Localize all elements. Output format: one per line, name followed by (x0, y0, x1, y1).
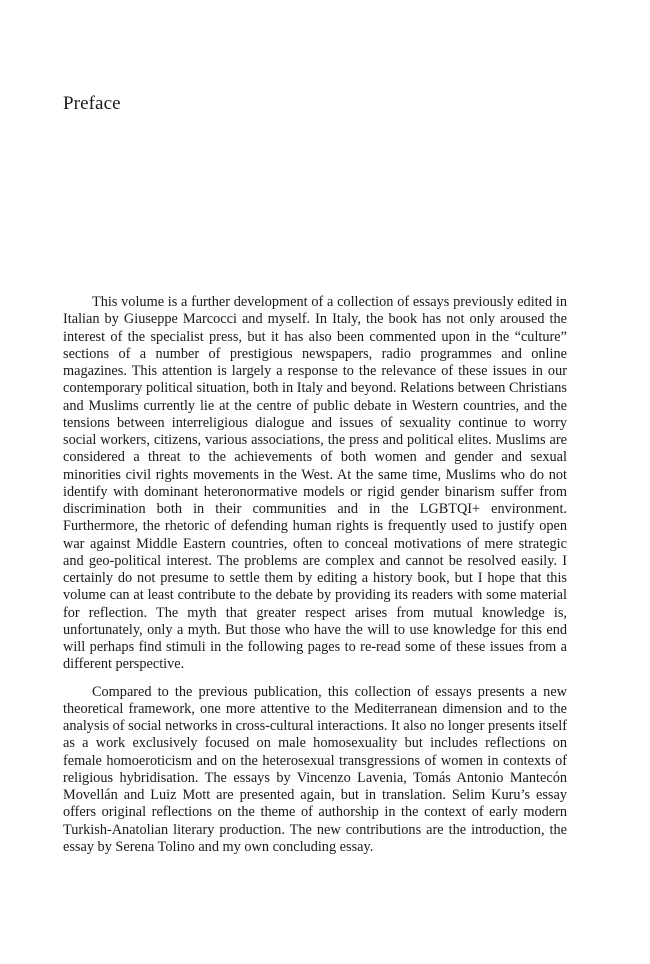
page-title: Preface (63, 93, 121, 114)
paragraph-2: Compared to the previous publication, this collection of essays presents a new theoretical framework, one more attentive to the Mediterranean dimension and to the analysis of social networks in cross-cultural interactions. It also no longer presents itself as a work exclusively focused on male homosexuality but includes reflections on female homoeroticism and on the heterosexual transgressions of women in contexts of religious hybridisation. The essays by Vincenzo Lavenia, Tomás Antonio Mantecón Movellán and Luiz Mott are presented again, but in translation. Selim Kuru’s essay offers original reflections on the theme of authorship in the context of early modern Turkish-Anatolian literary production. The new contributions are the introduction, the essay by Serena Tolino and my own concluding essay. (63, 683, 567, 855)
preface-body (63, 294, 567, 856)
paragraph-1: This volume is a further development of a collection of essays previously edited in Italian by Giuseppe Marcocci and myself. In Italy, the book has not only aroused the interest of the specialist press, but it has also been commented upon in the “culture” sections of a number of prestigious newspapers, radio programmes and online magazines. This attention is largely a response to the relevance of these issues in our contemporary political situation, both in Italy and beyond. Relations between Christians and Muslims currently lie at the centre of public debate in Western countries, and the tensions between interreligious dialogue and issues of sexuality continue to worry social workers, citizens, various associations, the press and political elites. Muslims are considered a threat to the achievements of both women and gender and sexual minorities civil rights movements in the West. At the same time, Muslims who do not identify with dominant heteronormative models or rigid gender binarism suffer from discrimination both in their communities and in the LGBTQI+ environment. Furthermore, the rhetoric of defending human rights is frequently used to justify open war against Middle Eastern countries, often to conceal motivations of mere strategic and geo-political interest. The problems are complex and cannot be resolved easily. I certainly do not presume to settle them by editing a history book, but I hope that this volume can at least contribute to the debate by providing its readers with some material for reflection. The myth that greater respect arises from mutual knowledge is, unfortunately, only a myth. But those who have the will to use knowledge for this end will perhaps find stimuli in the following pages to re-read some of these issues from a different perspective. (63, 294, 567, 673)
